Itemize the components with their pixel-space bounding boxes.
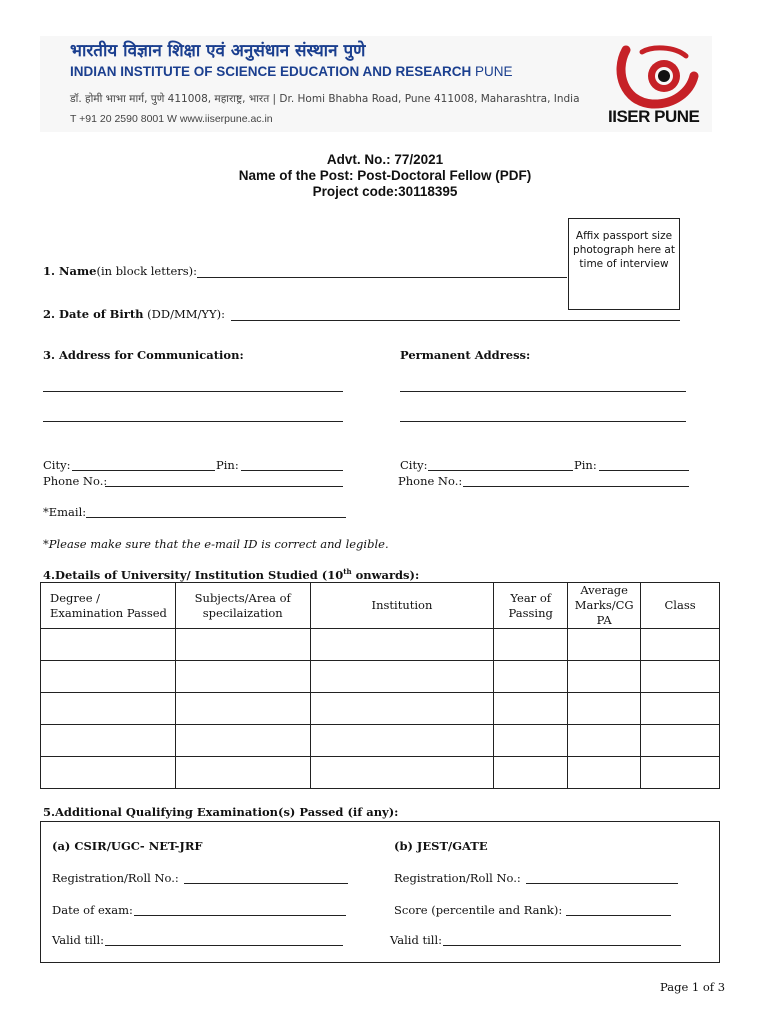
table-cell[interactable] (41, 693, 176, 725)
csir-title: (a) CSIR/UGC- NET-JRF (52, 839, 203, 853)
email-input[interactable] (86, 517, 346, 518)
jest-score-input[interactable] (566, 915, 671, 916)
col-subjects: Subjects/Area of specilaization (175, 583, 310, 629)
table-cell[interactable] (175, 693, 310, 725)
name-label-hint: (in block letters): (96, 264, 198, 278)
photo-box[interactable]: Affix passport size photograph here at time of interview (568, 218, 680, 310)
table-cell[interactable] (41, 757, 176, 789)
table-cell[interactable] (494, 757, 568, 789)
jest-reg-input[interactable] (526, 883, 678, 884)
table-cell[interactable] (310, 693, 494, 725)
table-cell[interactable] (175, 661, 310, 693)
table-cell[interactable] (568, 661, 641, 693)
table-cell[interactable] (310, 661, 494, 693)
table-row (41, 757, 720, 789)
dob-input[interactable] (231, 320, 680, 321)
comm-phone-label: Phone No.: (43, 474, 108, 488)
csir-reg-input[interactable] (184, 883, 348, 884)
institute-name-hindi: भारतीय विज्ञान शिक्षा एवं अनुसंधान संस्थान पुणे (70, 41, 366, 61)
comm-address-line-2[interactable] (43, 421, 343, 422)
table-cell[interactable] (494, 725, 568, 757)
comm-phone-input[interactable] (105, 486, 343, 487)
table-cell[interactable] (641, 661, 720, 693)
table-cell[interactable] (494, 629, 568, 661)
csir-date-input[interactable] (134, 915, 346, 916)
table-cell[interactable] (641, 693, 720, 725)
table-cell[interactable] (641, 757, 720, 789)
table-cell[interactable] (310, 757, 494, 789)
education-heading-sup: th (343, 567, 352, 576)
col-degree: Degree / Examination Passed (41, 583, 176, 629)
dob-label-hint: (DD/MM/YY): (143, 307, 225, 321)
csir-valid-label: Valid till: (52, 933, 105, 947)
comm-pin-input[interactable] (241, 470, 343, 471)
name-label (43, 264, 197, 278)
table-row (41, 693, 720, 725)
table-cell[interactable] (568, 725, 641, 757)
comm-address-line-1[interactable] (43, 391, 343, 392)
perm-city-label: City: (400, 458, 428, 472)
comm-city-input[interactable] (72, 470, 215, 471)
csir-valid-input[interactable] (105, 945, 343, 946)
education-heading-tail: onwards): (351, 567, 420, 582)
address-permanent-label: Permanent Address: (400, 348, 531, 362)
name-input[interactable] (197, 277, 567, 278)
perm-phone-input[interactable] (463, 486, 689, 487)
col-class: Class (641, 583, 720, 629)
table-cell[interactable] (175, 757, 310, 789)
institute-address: डॉ. होमी भाभा मार्ग, पुणे 411008, महाराष्ट्र, भारत | Dr. Homi Bhabha Road, Pune 411008, Maharashtra, India (70, 93, 580, 105)
jest-score-label: Score (percentile and Rank): (394, 903, 563, 917)
jest-valid-input[interactable] (443, 945, 681, 946)
education-heading-text: 4.Details of University/ Institution Studied (10 (43, 567, 344, 582)
jest-title: (b) JEST/GATE (394, 839, 488, 853)
table-cell[interactable] (641, 725, 720, 757)
institute-city: PUNE (475, 64, 513, 79)
table-cell[interactable] (494, 693, 568, 725)
csir-reg-label: Registration/Roll No.: (52, 871, 179, 885)
col-year: Year of Passing (494, 583, 568, 629)
csir-date-label: Date of exam: (52, 903, 133, 917)
table-cell[interactable] (41, 661, 176, 693)
page-number: Page 1 of 3 (660, 980, 726, 994)
table-cell[interactable] (568, 757, 641, 789)
education-table (40, 582, 720, 789)
perm-pin-input[interactable] (599, 470, 689, 471)
address-communication-label: 3. Address for Communication: (43, 348, 244, 362)
project-code: Project code:30118395 (312, 184, 458, 199)
col-institution: Institution (310, 583, 494, 629)
table-cell[interactable] (494, 661, 568, 693)
table-cell[interactable] (310, 629, 494, 661)
perm-address-line-1[interactable] (400, 391, 686, 392)
jest-valid-label: Valid till: (390, 933, 443, 947)
perm-phone-label: Phone No.: (398, 474, 463, 488)
comm-pin-label: Pin: (216, 458, 239, 472)
perm-address-line-2[interactable] (400, 421, 686, 422)
email-label: *Email: (43, 505, 87, 519)
post-name: Name of the Post: Post-Doctoral Fellow (PDF) (238, 168, 532, 183)
comm-city-label: City: (43, 458, 71, 472)
jest-reg-label: Registration/Roll No.: (394, 871, 521, 885)
institute-contact: T +91 20 2590 8001 W www.iiserpune.ac.in (70, 113, 273, 125)
institute-name-text: INDIAN INSTITUTE OF SCIENCE EDUCATION AND RESEARCH (70, 64, 472, 79)
table-cell[interactable] (41, 629, 176, 661)
table-row (41, 725, 720, 757)
email-note: *Please make sure that the e-mail ID is correct and legible. (43, 537, 389, 551)
qualifying-heading: 5.Additional Qualifying Examination(s) Passed (if any): (43, 805, 399, 819)
table-cell[interactable] (310, 725, 494, 757)
table-cell[interactable] (641, 629, 720, 661)
name-label-number: 1. Name (43, 264, 97, 278)
perm-city-input[interactable] (428, 470, 573, 471)
dob-label (43, 307, 225, 321)
institute-name-english (70, 64, 513, 79)
table-cell[interactable] (175, 725, 310, 757)
table-row (41, 629, 720, 661)
table-cell[interactable] (568, 629, 641, 661)
dob-label-number: 2. Date of Birth (43, 307, 144, 321)
education-heading (43, 567, 419, 582)
table-cell[interactable] (175, 629, 310, 661)
col-marks: Average Marks/CG PA (568, 583, 641, 629)
perm-pin-label: Pin: (574, 458, 597, 472)
table-row (41, 661, 720, 693)
table-cell[interactable] (568, 693, 641, 725)
logo-wordmark: IISER PUNE (608, 107, 700, 126)
table-cell[interactable] (41, 725, 176, 757)
advt-number: Advt. No.: 77/2021 (326, 152, 444, 167)
education-table-body (41, 629, 720, 789)
education-table-header (41, 583, 720, 629)
